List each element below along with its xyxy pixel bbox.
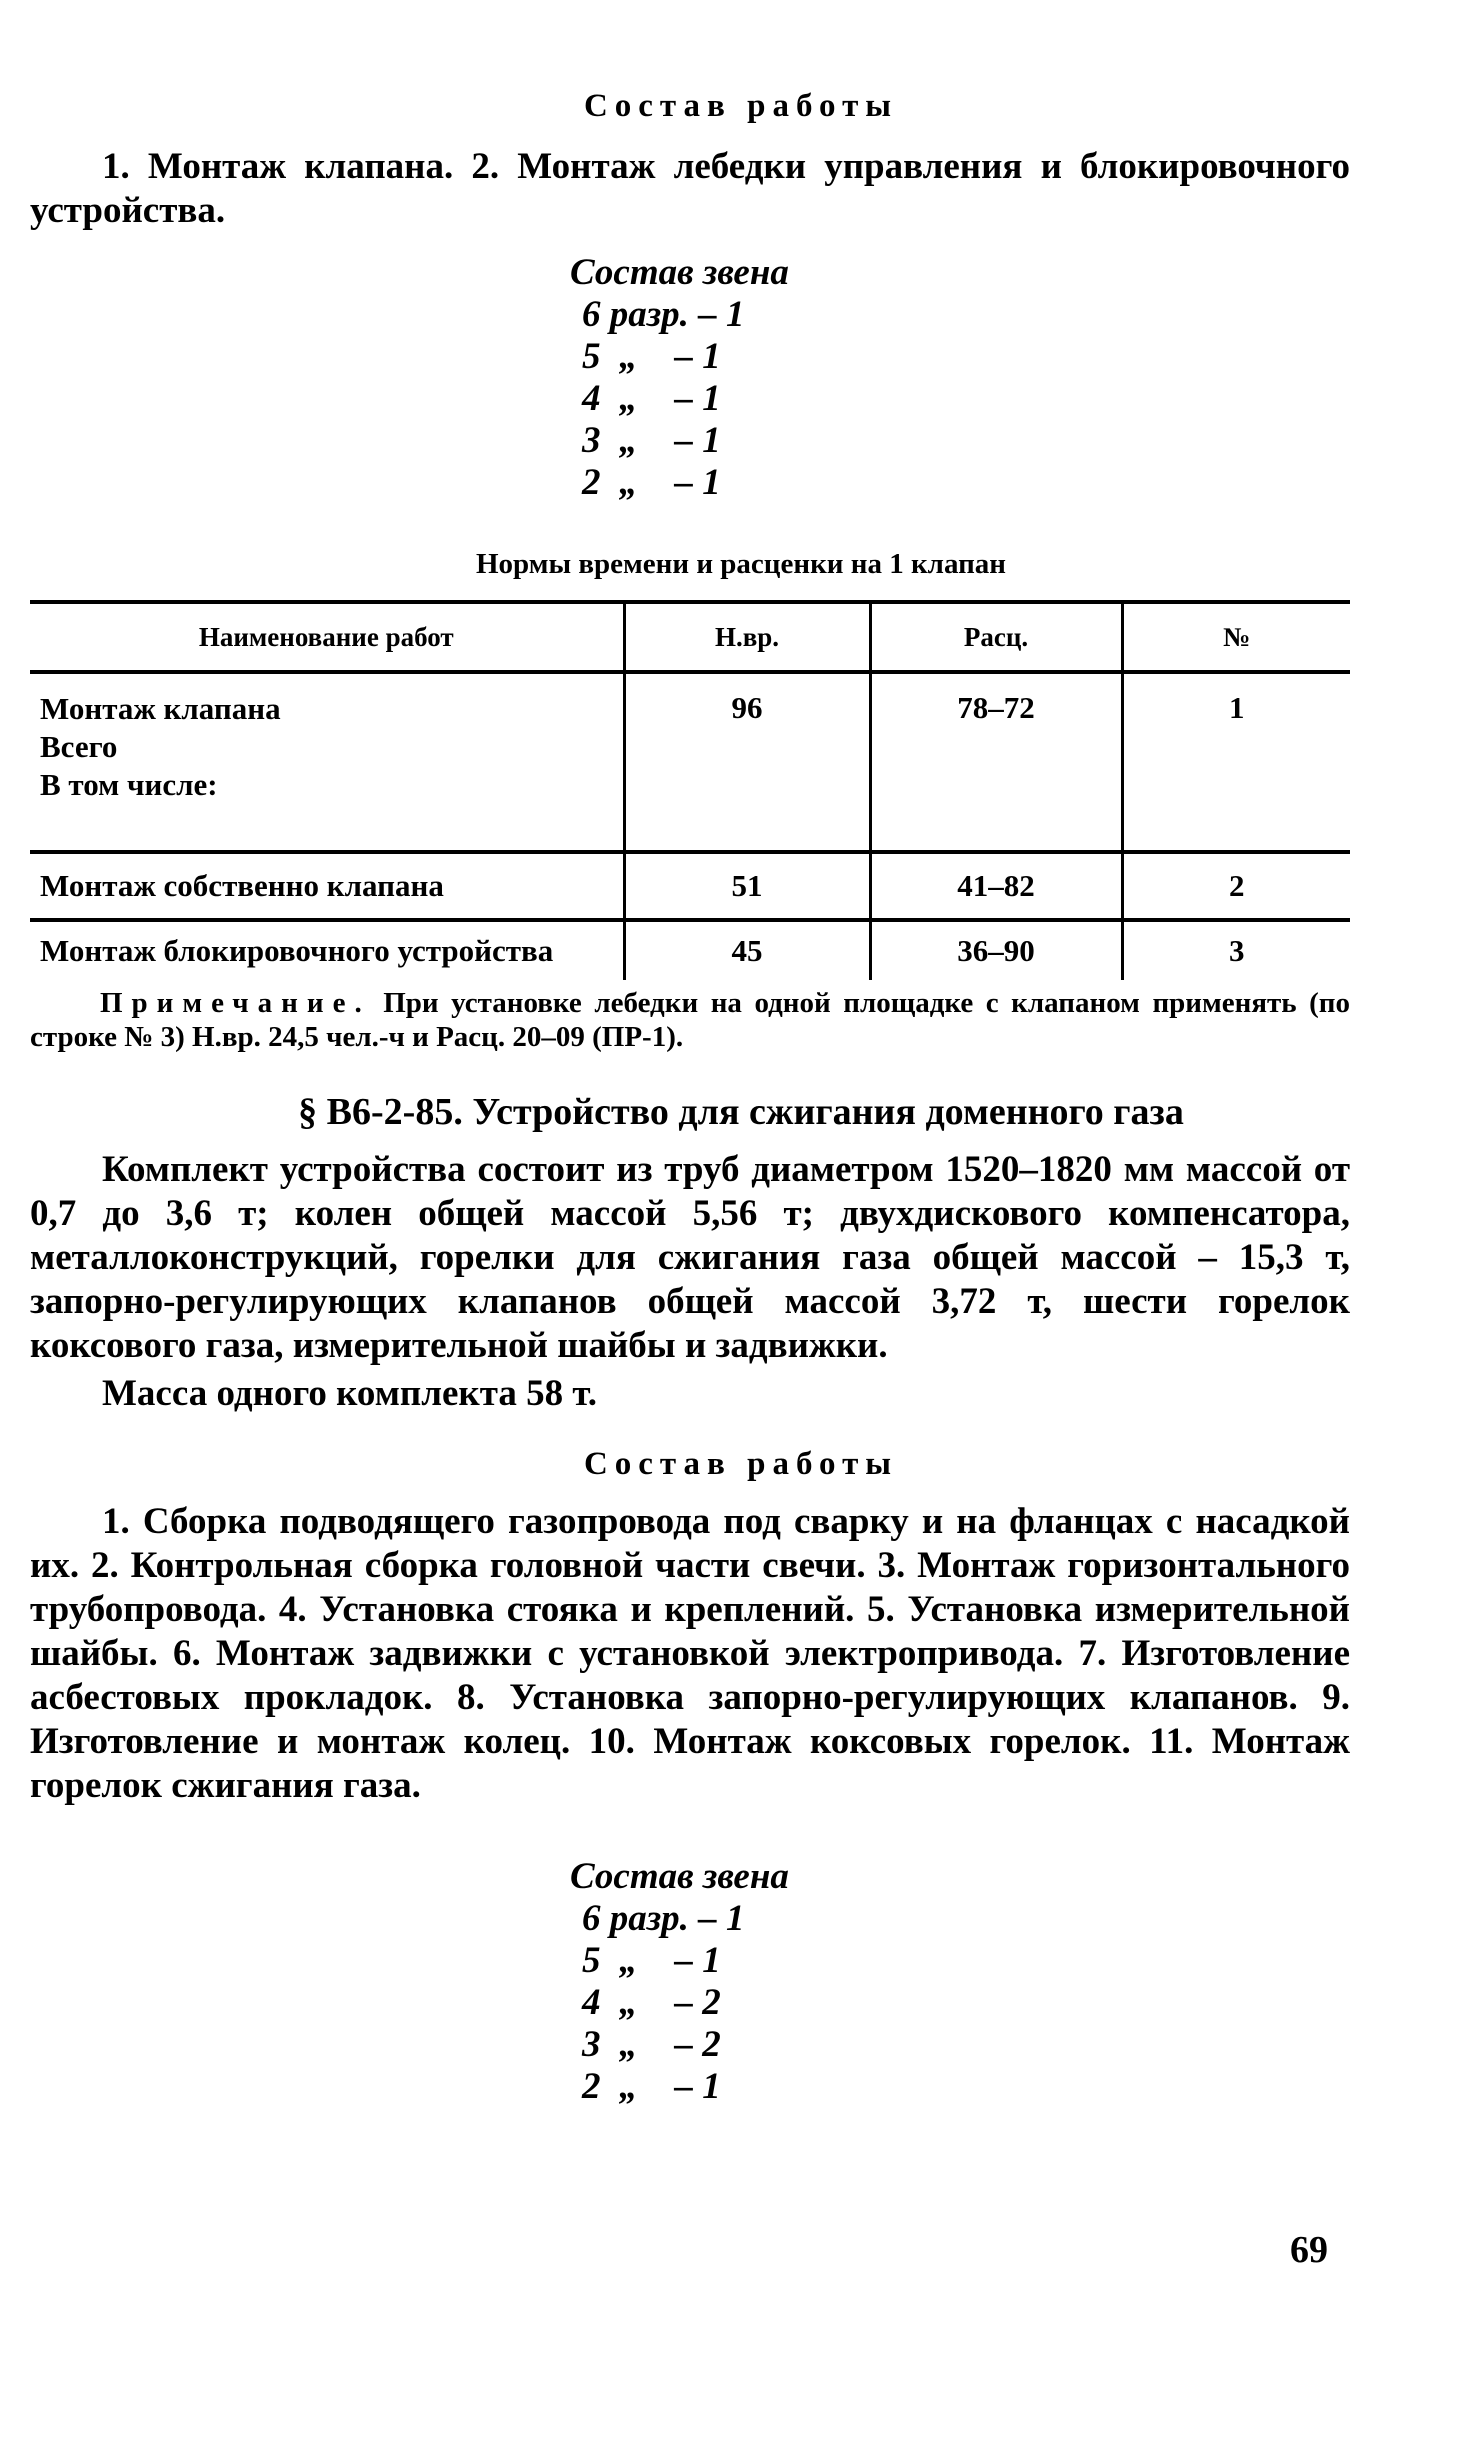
header-number: №: [1122, 602, 1350, 672]
header-rasc: Расц.: [870, 602, 1122, 672]
table-header-row: [30, 602, 1350, 672]
note-text: При установке лебедки на одной площадке с клапаном применять (по строке № 3) Н.вр. 24,5 чел.-ч и Расц. 20–09 (ПР-1).: [30, 987, 1351, 1053]
crew-grade: 3 „: [582, 420, 638, 461]
crew-count: – 2: [674, 2024, 721, 2065]
crew-grade: 6 разр.: [582, 1898, 689, 1939]
work-composition-text-2-content: 1. Сборка подводящего газопровода под сварку и на фланцах с насадкой их. 2. Контрольная сборка головной части свечи. 3. Монтаж горизонтального трубопровода. 4. Установка стояка и креплений. 5. Установка измерительной шайбы. 6. Монтаж задвижки с установкой электропривода. 7. Изготовление асбестовых прокладок. 8. Установка запорно-регулирующих клапанов. 9. Изготовление и монтаж колец. 10. Монтаж коксовых горелок. 11. Монтаж горелок сжигания газа.: [30, 1501, 1350, 1806]
work-name-line: Всего: [40, 729, 118, 764]
crew-composition-1: [570, 252, 789, 504]
work-composition-heading-2: Состав работы: [583, 1446, 899, 1482]
header-nvr: Н.вр.: [624, 602, 870, 672]
crew-grade: 6 разр.: [582, 294, 689, 335]
crew-count: – 1: [698, 1898, 745, 1939]
number-cell: 2: [1122, 852, 1350, 920]
work-name-line: Монтаж клапана: [40, 691, 281, 726]
norms-table: [30, 600, 1350, 980]
crew-count: – 1: [674, 420, 721, 461]
work-composition-heading: Состав работы: [583, 88, 899, 124]
crew-count: – 1: [674, 336, 721, 377]
crew-row: [570, 1898, 789, 1940]
crew-row: [570, 2024, 789, 2066]
work-composition-text: [30, 145, 1350, 233]
header-work-name: Наименование работ: [30, 602, 624, 672]
crew-row: [570, 1982, 789, 2024]
crew-grade: 4 „: [582, 378, 638, 419]
table-title: Нормы времени и расценки на 1 клапан: [476, 548, 1006, 580]
crew-count: – 2: [674, 1982, 721, 2023]
nvr-cell: 45: [624, 920, 870, 980]
crew-grade: 5 „: [582, 336, 638, 377]
work-name-cell: [30, 672, 624, 852]
crew-heading: Состав звена: [570, 252, 789, 293]
work-composition-text-2: [30, 1500, 1350, 1808]
device-description-text: Комплект устройства состоит из труб диаметром 1520–1820 мм массой от 0,7 до 3,6 т; колен общей массой 5,56 т; двухдискового компенсатора, металлоконструкций, горелки для сжигания газа общей массой – 15,3 т, запорно-регулирующих клапанов общей массой 3,72 т, шести горелок коксового газа, измерительной шайбы и задвижки.: [30, 1149, 1350, 1366]
number-cell: 1: [1122, 672, 1350, 852]
table-note: [30, 986, 1350, 1054]
rasc-cell: 78–72: [870, 672, 1122, 852]
crew-row: [570, 336, 789, 378]
work-name-cell: Монтаж блокировочного устройства: [40, 933, 554, 968]
crew-row: [570, 462, 789, 504]
work-name-cell: Монтаж собственно клапана: [30, 852, 624, 920]
crew-row: [570, 378, 789, 420]
note-label: Примечание.: [100, 987, 371, 1019]
nvr-cell: 96: [624, 672, 870, 852]
rasc-cell: 41–82: [870, 852, 1122, 920]
table-row: [30, 920, 1350, 980]
crew-composition-2: [570, 1856, 789, 2108]
crew-count: – 1: [674, 462, 721, 503]
rasc-cell: 36–90: [870, 920, 1122, 980]
device-mass-text: Масса одного комплекта 58 т.: [102, 1373, 597, 1414]
device-mass: [30, 1372, 1350, 1416]
crew-grade: 2 „: [582, 2066, 638, 2107]
crew-grade: 4 „: [582, 1982, 638, 2023]
crew-row: [570, 1940, 789, 1982]
crew-grade: 3 „: [582, 2024, 638, 2065]
crew-row: [570, 294, 789, 336]
crew-grade: 2 „: [582, 462, 638, 503]
section-title: § В6-2-85. Устройство для сжигания доменного газа: [298, 1091, 1184, 1133]
table-row: [30, 672, 1350, 852]
crew-row: [570, 420, 789, 462]
crew-count: – 1: [674, 378, 721, 419]
device-description: [30, 1148, 1350, 1368]
page-number: 69: [1290, 2229, 1328, 2271]
crew-grade: 5 „: [582, 1940, 638, 1981]
crew-count: – 1: [698, 294, 745, 335]
table-row: [30, 852, 1350, 920]
work-composition-text-content: 1. Монтаж клапана. 2. Монтаж лебедки управления и блокировочного устройства.: [30, 146, 1350, 231]
crew-count: – 1: [674, 1940, 721, 1981]
nvr-cell: 51: [624, 852, 870, 920]
crew-count: – 1: [674, 2066, 721, 2107]
crew-heading: Состав звена: [570, 1856, 789, 1897]
number-cell: 3: [1122, 920, 1350, 980]
work-name-line: В том числе:: [40, 767, 218, 802]
crew-row: [570, 2066, 789, 2108]
